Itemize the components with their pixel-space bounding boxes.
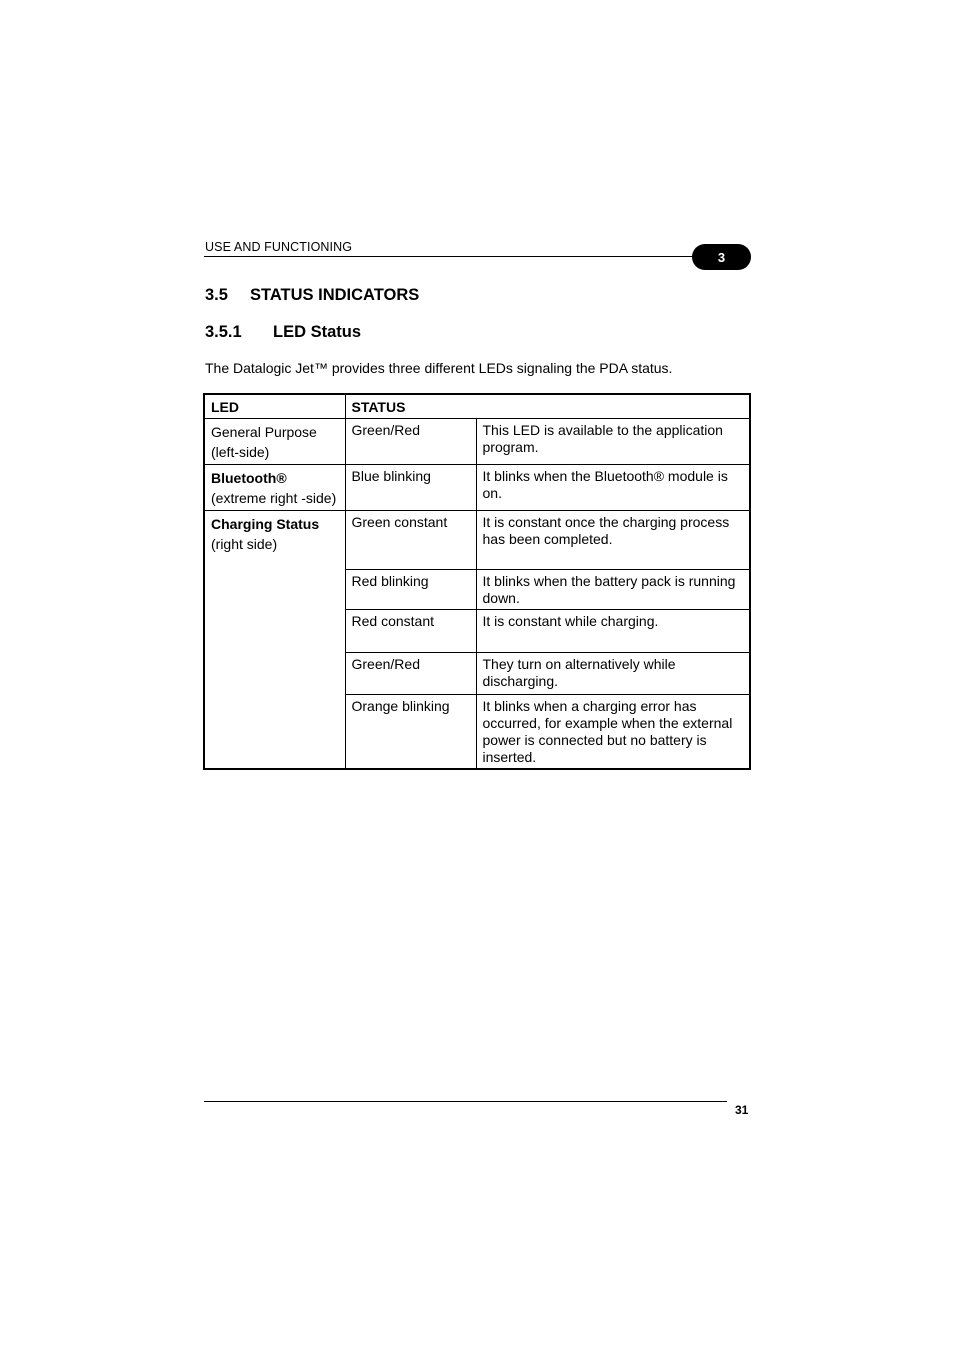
description-cell: It blinks when the Bluetooth® module is on. — [476, 465, 750, 511]
led-name: Bluetooth® — [211, 470, 287, 486]
led-note: (left-side) — [211, 444, 270, 460]
intro-paragraph: The Datalogic Jet™ provides three different LEDs signaling the PDA status. — [205, 360, 673, 376]
table-header-row — [204, 394, 750, 419]
running-header: USE AND FUNCTIONING — [205, 240, 353, 254]
led-status-table — [203, 393, 751, 770]
led-note: (extreme right -side) — [211, 490, 337, 506]
table-row — [204, 511, 750, 570]
description-cell: This LED is available to the application program. — [476, 419, 750, 465]
subsection-number: 3.5.1 — [205, 323, 242, 341]
subsection-title: LED Status — [273, 323, 362, 341]
led-name: General Purpose — [211, 424, 317, 440]
chapter-badge: 3 — [692, 244, 751, 270]
status-cell: Green/Red — [345, 419, 476, 465]
footer-rule — [204, 1101, 727, 1102]
led-cell — [204, 419, 345, 465]
header-led: LED — [204, 394, 345, 419]
status-cell: Orange blinking — [345, 695, 476, 770]
status-cell: Green/Red — [345, 653, 476, 695]
section-title: STATUS INDICATORS — [250, 286, 420, 304]
header-status: STATUS — [345, 394, 750, 419]
table-row — [204, 419, 750, 465]
description-cell: It is constant while charging. — [476, 610, 750, 653]
status-cell: Red blinking — [345, 570, 476, 610]
led-name: Charging Status — [211, 516, 320, 532]
description-cell: It blinks when the battery pack is running down. — [476, 570, 750, 610]
led-cell — [204, 511, 345, 770]
status-cell: Blue blinking — [345, 465, 476, 511]
section-heading — [205, 286, 419, 305]
subsection-heading — [205, 323, 361, 342]
section-number: 3.5 — [205, 286, 228, 304]
status-cell: Red constant — [345, 610, 476, 653]
description-cell: They turn on alternatively while discharging. — [476, 653, 750, 695]
status-cell: Green constant — [345, 511, 476, 570]
page-number: 31 — [735, 1103, 749, 1117]
led-note: (right side) — [211, 536, 278, 552]
led-cell — [204, 465, 345, 511]
table-row — [204, 465, 750, 511]
header-rule — [204, 256, 704, 257]
description-cell: It is constant once the charging process has been completed. — [476, 511, 750, 570]
description-cell: It blinks when a charging error has occurred, for example when the external power is connected but no battery is inserted. — [476, 695, 750, 770]
